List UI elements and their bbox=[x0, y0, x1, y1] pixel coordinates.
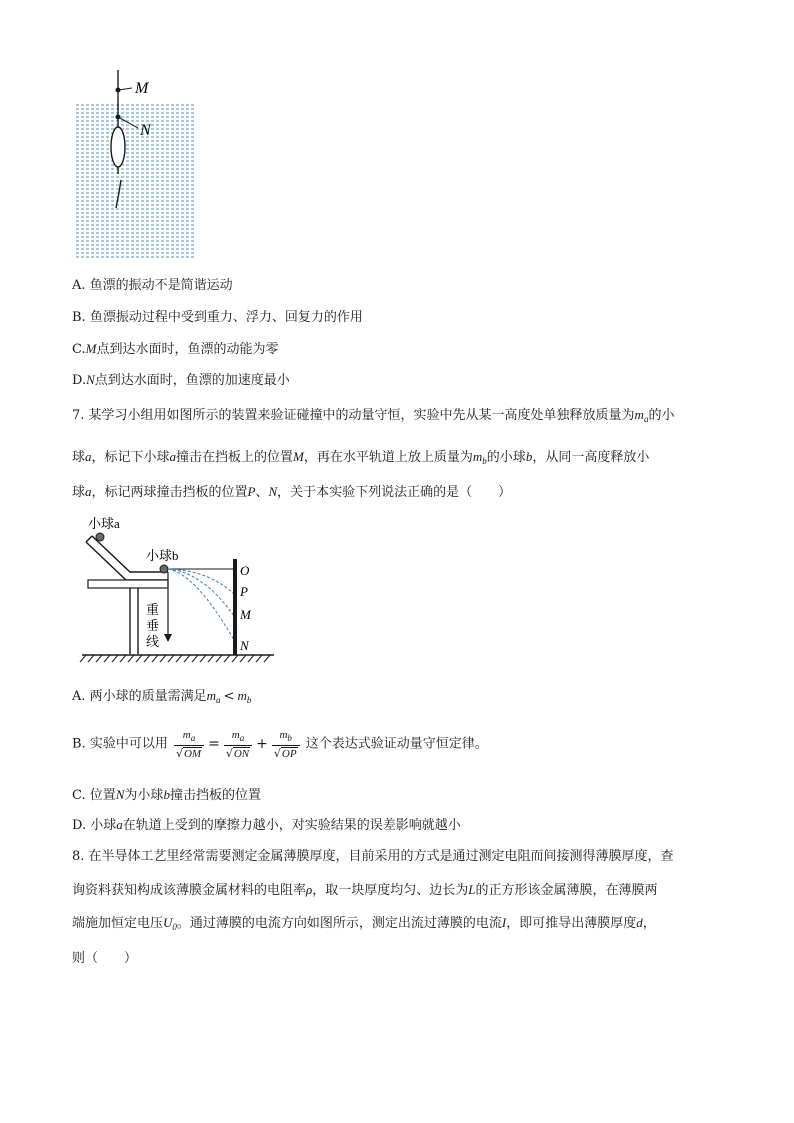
q7-c-var2: b bbox=[163, 787, 170, 802]
q7-l2-f: ，从同一高度释放小 bbox=[532, 450, 650, 465]
q7-l2-var-a: a bbox=[85, 449, 92, 464]
q7-l3-b: ，标记两球撞击挡板的位置 bbox=[91, 485, 248, 500]
baffle-board bbox=[233, 559, 237, 655]
q7-b-frac-1: $\frac{m_a}{√OM}$ bbox=[174, 728, 204, 761]
q7-b-eq: = bbox=[208, 736, 220, 752]
collision-figure bbox=[78, 512, 278, 672]
q7-l2-d: ，再在水平轨道上放上质量为 bbox=[303, 450, 473, 465]
ball-b-label: 小球b bbox=[146, 548, 179, 563]
q7-b-tail: 这个表达式验证动量守恒定律。 bbox=[305, 736, 488, 752]
q7-a-m2: m bbox=[237, 688, 247, 703]
q6-option-c bbox=[72, 341, 278, 358]
ground-hatch bbox=[80, 655, 270, 662]
q6-d-var: N bbox=[86, 372, 95, 387]
q7-option-c bbox=[72, 787, 261, 804]
q7-l2-msub: b bbox=[482, 456, 487, 466]
ball-a bbox=[96, 533, 104, 541]
q8-l3-e: ， bbox=[642, 916, 656, 931]
plumb-label-1: 重 bbox=[146, 602, 160, 617]
q8-l3-c: ，即可推导出薄膜厚度 bbox=[506, 916, 637, 931]
q8-stem-line3 bbox=[72, 915, 656, 935]
q7-l2-a: 球 bbox=[72, 450, 86, 465]
q7-l3-a: 球 bbox=[72, 485, 86, 500]
q6-option-d bbox=[72, 372, 290, 389]
q7-l1-text: 7. 某学习小组用如图所示的装置来验证碰撞中的动量守恒，实验中先从某一高度处单独释放质量为 bbox=[72, 408, 635, 423]
q7-l2-b: ，标记下小球 bbox=[91, 450, 170, 465]
q7-option-d bbox=[72, 817, 461, 834]
q7-l3-d: ，关于本实验下列说法正确的是（ ） bbox=[277, 485, 512, 500]
q8-l3-i: I bbox=[501, 915, 507, 930]
pos-n-label: N bbox=[240, 638, 249, 653]
q7-l2-var-b: b bbox=[525, 449, 533, 464]
q7-c-t1: C. 位置 bbox=[72, 788, 116, 803]
q7-l3-var-n: N bbox=[268, 484, 278, 499]
q7-l2-var-a2: a bbox=[169, 449, 177, 464]
q7-b-den2: ON bbox=[233, 747, 250, 760]
q7-l3-c: 、 bbox=[255, 485, 269, 500]
q7-a-s2: b bbox=[246, 695, 252, 705]
q7-l2-m: m bbox=[472, 449, 483, 464]
q7-b-num2-sub: a bbox=[239, 732, 245, 743]
q7-a-s1: a bbox=[216, 695, 221, 705]
q7-b-num3: m bbox=[279, 728, 288, 741]
water-lines bbox=[76, 105, 196, 257]
q8-l3-u: U bbox=[163, 915, 173, 930]
q6-c-text: 点到达水面时，鱼漂的动能为零 bbox=[96, 342, 279, 357]
q6-d-prefix: D. bbox=[72, 373, 87, 388]
float-figure bbox=[70, 68, 210, 263]
q7-a-m1: m bbox=[206, 688, 217, 703]
ball-b bbox=[160, 565, 168, 573]
q7-c-t2: 为小球 bbox=[124, 788, 164, 803]
pos-p-label: P bbox=[240, 584, 248, 599]
pos-m-label: M bbox=[240, 607, 251, 622]
q7-option-b bbox=[72, 726, 488, 763]
q7-b-den3: OP bbox=[281, 747, 297, 760]
q7-a-text: A. 两小球的质量需满足 bbox=[72, 689, 207, 704]
q7-l3-var-a: a bbox=[85, 484, 92, 499]
plumb-label-3: 线 bbox=[146, 634, 160, 649]
q7-a-lt: < bbox=[223, 689, 235, 704]
trajectory-3 bbox=[168, 569, 234, 640]
q7-b-plus: + bbox=[256, 736, 268, 752]
q8-stem-line2 bbox=[72, 882, 658, 899]
q7-l2-c: 撞击在挡板上的位置 bbox=[176, 450, 294, 465]
q7-b-num3-sub: b bbox=[287, 732, 292, 743]
q6-option-b: B. 鱼漂振动过程中受到重力、浮力、回复力的作用 bbox=[72, 310, 363, 325]
q8-l2-b: ，取一块厚度均匀、边长为 bbox=[312, 883, 469, 898]
q8-l2-rho: ρ bbox=[306, 882, 313, 897]
q7-l1-msub: a bbox=[643, 414, 649, 424]
q7-l2-var-m: M bbox=[293, 449, 304, 464]
q8-l3-usub: 0 bbox=[172, 922, 177, 932]
q7-l1-m: m bbox=[634, 407, 644, 422]
q7-l1-tail: 的小 bbox=[648, 408, 675, 423]
q7-b-frac-2: $\frac{m_a}{√ON}$ bbox=[224, 728, 252, 761]
q7-b-num1: m bbox=[182, 728, 191, 741]
q7-c-t3: 撞击挡板的位置 bbox=[169, 788, 261, 803]
plumb-arrow-icon bbox=[164, 634, 172, 642]
pos-o-label: O bbox=[240, 563, 250, 578]
point-n-leader bbox=[118, 117, 138, 128]
q7-option-a bbox=[72, 688, 251, 708]
q7-d-var: a bbox=[116, 817, 123, 832]
horizontal-track bbox=[88, 580, 168, 588]
q7-b-den1: OM bbox=[183, 747, 202, 760]
q8-l2-l: L bbox=[468, 882, 476, 897]
q6-option-a: A. 鱼漂的振动不是简谐运动 bbox=[72, 278, 233, 293]
float-body bbox=[111, 127, 125, 167]
q7-d-t2: 在轨道上受到的摩擦力越小，对实验结果的误差影响就越小 bbox=[122, 818, 461, 833]
ball-a-label: 小球a bbox=[88, 516, 120, 531]
point-n-label: N bbox=[140, 122, 151, 139]
q7-stem-line3 bbox=[72, 484, 511, 501]
q6-d-text: 点到达水面时，鱼漂的加速度最小 bbox=[94, 373, 290, 388]
ramp-end-cap bbox=[86, 536, 92, 542]
q7-stem-line2 bbox=[72, 449, 649, 469]
q6-c-var: M bbox=[85, 341, 97, 356]
q8-l3-d: d bbox=[636, 915, 643, 930]
q8-l3-a: 端施加恒定电压 bbox=[72, 916, 164, 931]
plumb-label-2: 垂 bbox=[146, 618, 160, 633]
q7-b-text: B. 实验中可以用 bbox=[72, 736, 168, 752]
q8-l2-c: 的正方形该金属薄膜，在薄膜两 bbox=[475, 883, 658, 898]
q7-l3-var-p: P bbox=[247, 484, 256, 499]
q8-l2-a: 询资料获知构成该薄膜金属材料的电阻率 bbox=[72, 883, 307, 898]
q6-c-prefix: C. bbox=[72, 342, 86, 357]
q7-stem-line1 bbox=[72, 407, 674, 427]
q8-stem-line4: 则（ ） bbox=[72, 951, 138, 966]
point-m-label: M bbox=[135, 80, 149, 97]
q7-l2-e: 的小球 bbox=[486, 450, 526, 465]
q7-b-num1-sub: a bbox=[190, 732, 196, 743]
q7-b-frac-3: $\frac{m_b}{√OP}$ bbox=[272, 728, 300, 761]
q8-stem-line1: 8. 在半导体工艺里经常需要测定金属薄膜厚度，目前采用的方式是通过测定电阻而间接测得薄膜厚度，查 bbox=[72, 849, 674, 864]
q7-d-t1: D. 小球 bbox=[72, 818, 117, 833]
q7-b-num2: m bbox=[231, 728, 240, 741]
q7-c-var: N bbox=[115, 787, 125, 802]
q8-l3-b: 。通过薄膜的电流方向如图所示，测定出流过薄膜的电流 bbox=[176, 916, 502, 931]
